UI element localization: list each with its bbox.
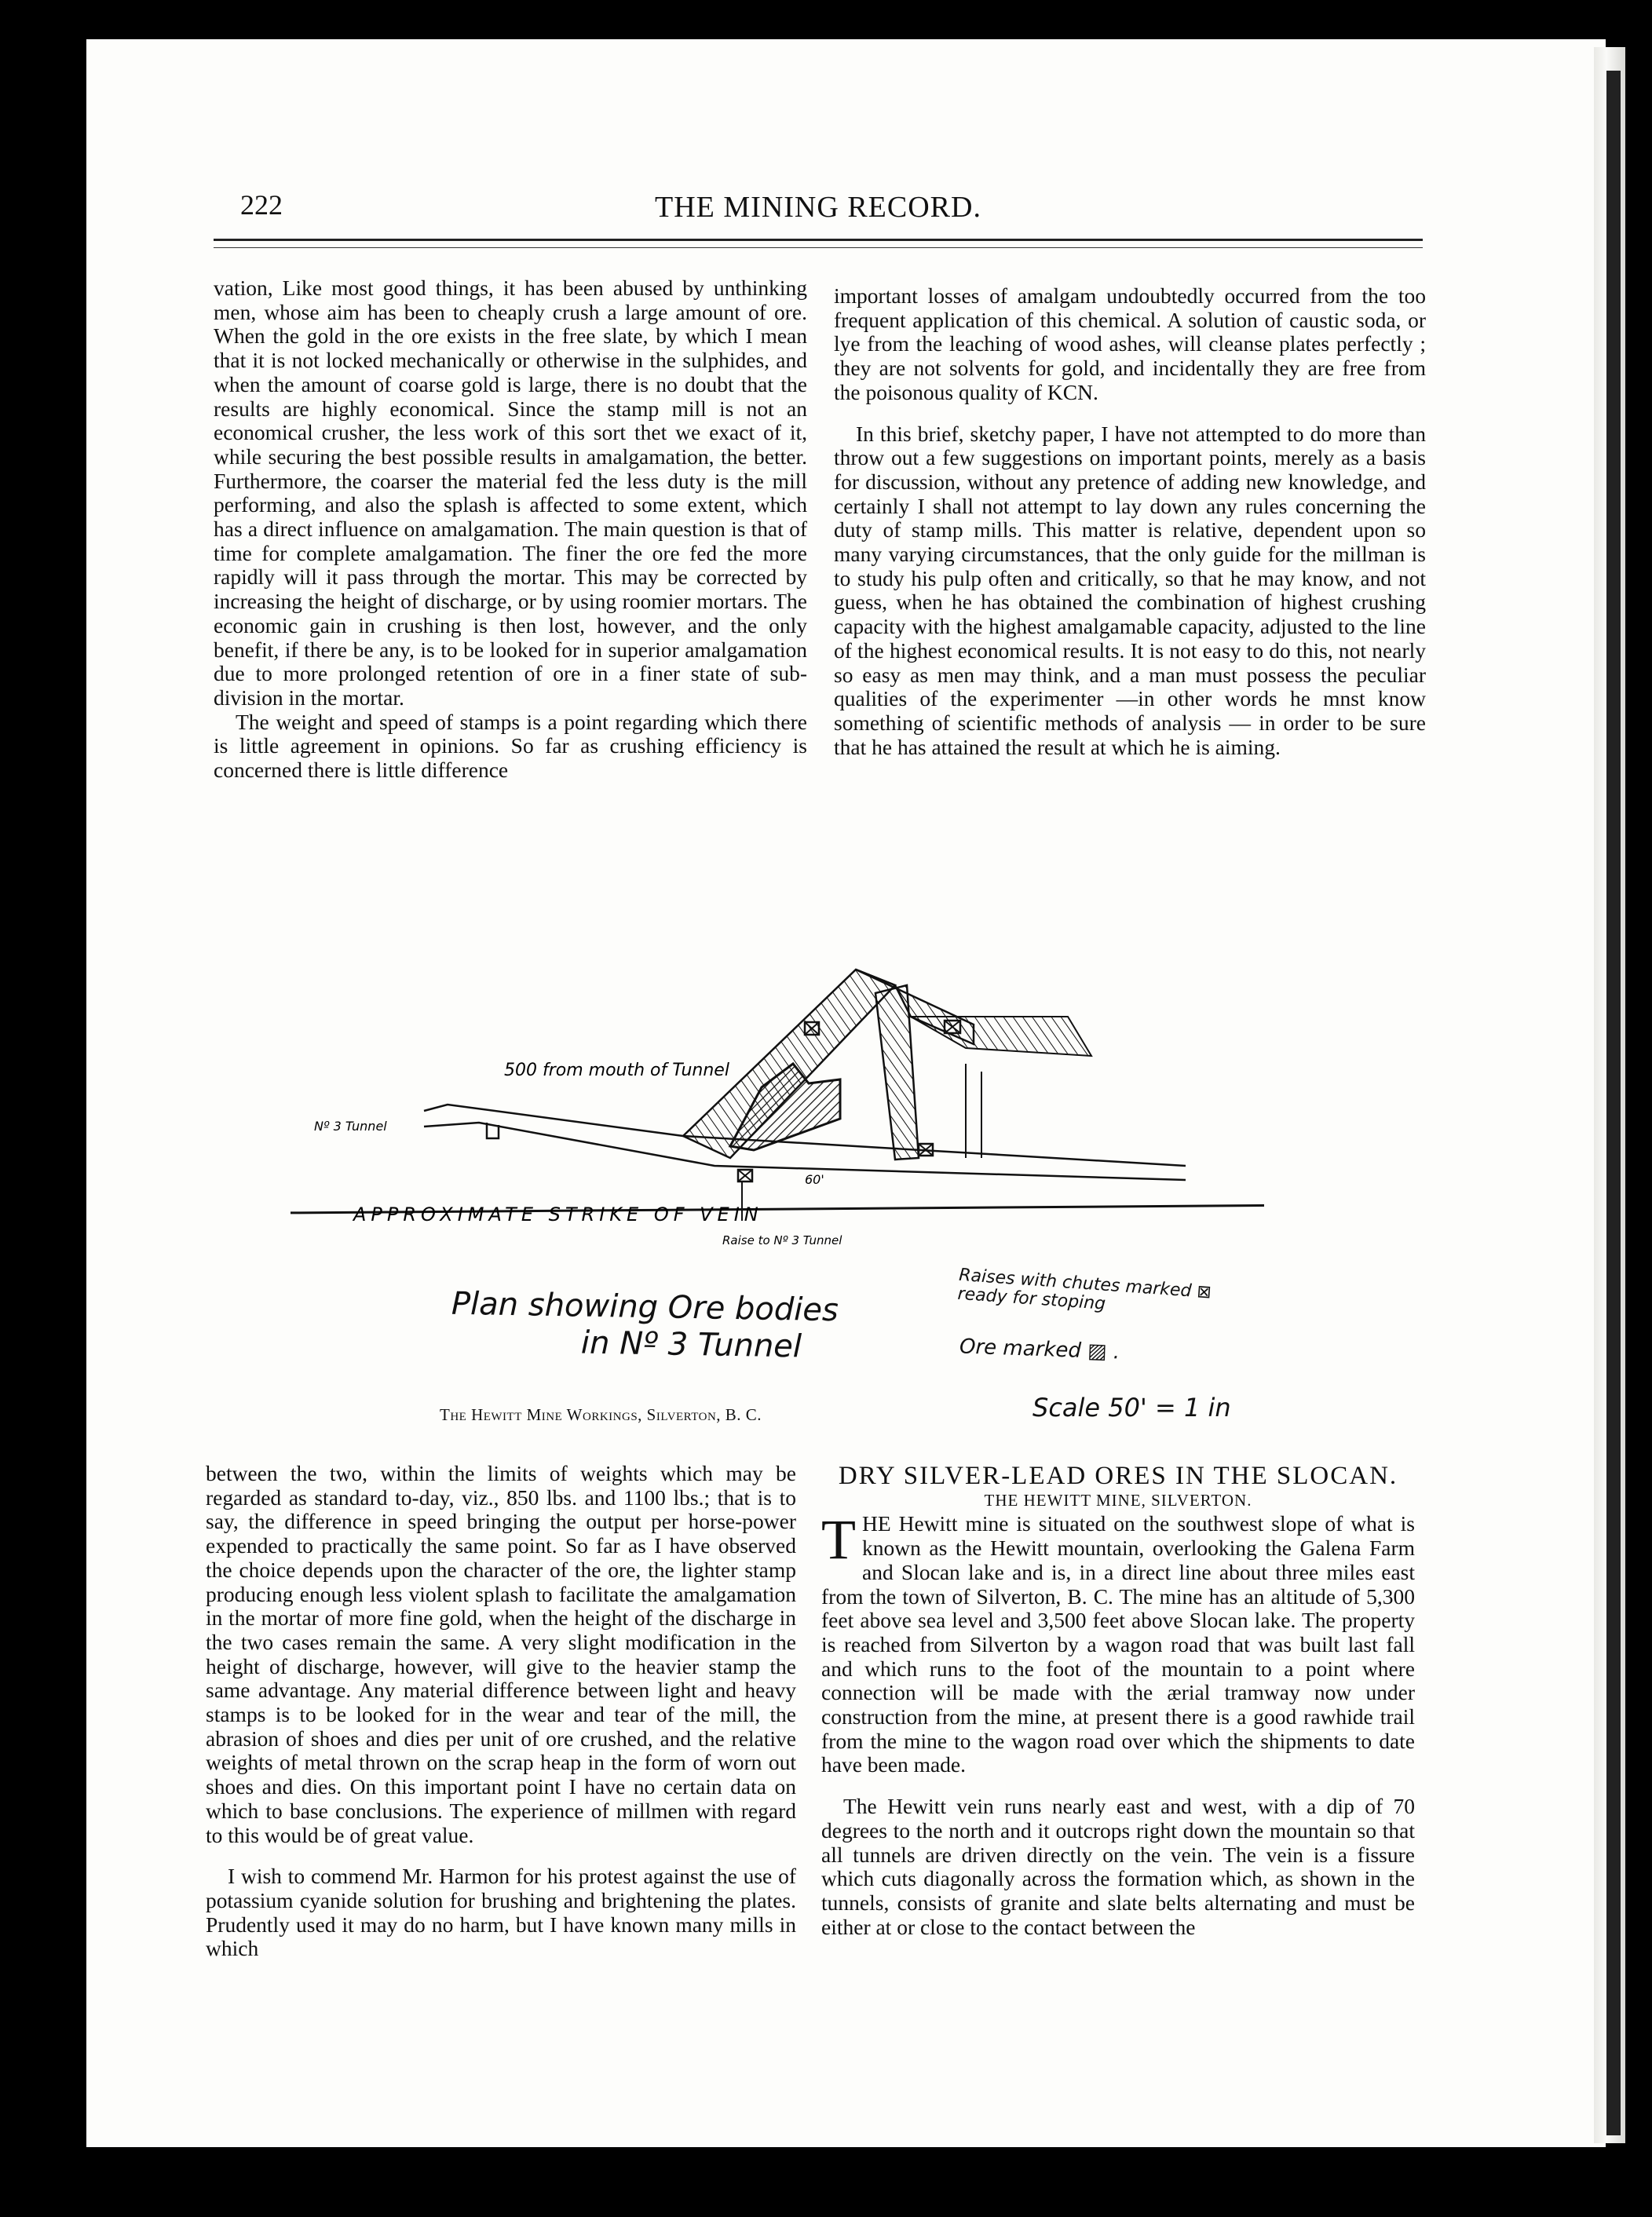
paragraph: important losses of amalgam undoubtedly occurred from the too frequent application of this chemical. A solution of caustic soda, or lye from the leaching of wood ashes, will cleanse plates perfectly ; they are not solvents for gold, and incidentally they are free from the poisonous quality of KCN. [834,283,1426,404]
paragraph: between the two, within the limits of weights which may be regarded as standard to-day, viz., 850 lbs. and 1100 lbs.; that is to say, the difference in speed bringing the output per horse-power expended to practically the same point. So far as I have observed the choice depends upon the character of the ore, the lighter stamp producing enough less violent splash to facilitate the amalgamation in the mortar of more fine gold, when the height of the discharge in the two cases remain the same. A very slight modification in the height of discharge, however, will give to the heavier stamp the same advantage. Any material difference between light and heavy stamps is to be looked for in the wear and tear of the mill, the abrasion of shoes and dies per unit of ore crushed, and the relative weights of metal thrown on the scrap heap in the form of worn out shoes and dies. On this important point I have no certain data on which to base conclusions. The experience of millmen with regard to this would be of great value. [206,1461,796,1847]
paragraph: vation, Like most good things, it has been abused by unthinking men, whose aim has been to cheaply crush a large amount of ore. When the gold in the ore exists in the free slate, by which I mean that it is not locked mechanically or otherwise in the sulphides, and when the amount of coarse gold is large, there is no doubt that the results are highly economical. Since the stamp mill is not an economical crusher, the less work of this sort thet we exact of it, while securing the best possible results in amalgamation, the better. Furthermore, the coarser the material fed the less duty is the mill performing, and also the splash is affected to some extent, which has a direct influence on amalgamation. The main question is that of time for complete amalgamation. The finer the ore fed the more rapidly will it pass through the mortar. This may be corrected by increasing the height of discharge, or by using roomier mortars. The economic gain in crushing is then lost, however, and the only benefit, if there be any, is to be looked for in superior amalgamation due to more prolonged retention of ore in a finer state of sub-division in the mortar. [214,276,807,710]
paragraph: I wish to commend Mr. Harmon for his protest against the use of potassium cyanide solution for brushing and brightening the plates. Prudently used it may do no harm, but I have known many mills in which [206,1864,796,1961]
page-header [214,185,1423,232]
mine-workings-sketch [291,930,1264,1291]
legend-raises: Raises with chutes marked ⊠ ready for stoping [956,1265,1212,1314]
plan-title-line2: in Nº 3 Tunnel [580,1324,802,1365]
header-rule [214,239,1423,241]
paragraph: The Hewitt vein runs nearly east and west, with a dip of 70 degrees to the north and it outcrops right down the mountain so that all tunnels are driven directly on the vein. The vein is a fissure which cuts diagonally across the formation which, as shown in the tunnels, consists of granite and slate belts alternating and must be either at or close to the contact between the [821,1794,1415,1939]
paragraph-text: HE Hewitt mine is situated on the southwest slope of what is known as the Hewitt mountain, overlooking the Galena Farm and Slocan lake and is, in a direct line about three miles east from the town of Silverton, B. C. The mine has an altitude of 5,300 feet above sea level and 3,500 feet above Slocan lake. The property is reached from Silverton by a wagon road that was built last fall and which runs to the foot of the mountain to a point where connection will be made with the ærial tramway now under construction from the mine, at present there is a good rawhide trail from the mine to the wagon road over which the shipments to date have been made. [821,1511,1415,1777]
figure-caption: The Hewitt Mine Workings, Silverton, B. C. [440,1405,762,1424]
plan-title-line1: Plan showing Ore bodies [451,1285,839,1329]
header-rule-thin [214,247,1423,248]
paragraph [821,1508,1415,1777]
paragraph: The weight and speed of stamps is a point regarding which there is little agreement in opinions. So far as crushing efficiency is concerned there is little difference [214,709,807,783]
page-gutter-shadow [1606,71,1621,2135]
column-right-bottom [821,1464,1415,1939]
legend-scale: Scale 50' = 1 in [1032,1393,1231,1423]
label-tunnel-mouth: 500 from mouth of Tunnel [504,1061,729,1080]
journal-title: THE MINING RECORD. [655,191,981,224]
legend-ore: Ore marked ▨ . [959,1335,1120,1364]
label-strike: APPROXIMATE STRIKE OF VEIN [353,1203,763,1225]
column-left-top [214,276,807,783]
column-left-bottom [206,1462,796,1961]
label-no3-tunnel: Nº 3 Tunnel [314,1119,387,1134]
label-raise: Raise to Nº 3 Tunnel [722,1233,842,1247]
label-60: 60' [805,1172,824,1187]
article-subheading: THE HEWITT MINE, SILVERTON. [984,1490,1252,1510]
article-heading: DRY SILVER-LEAD ORES IN THE SLOCAN. [838,1462,1398,1490]
drop-cap: T [821,1508,856,1572]
paragraph: In this brief, sketchy paper, I have not attempted to do more than throw out a few suggestions on important points, merely as a basis for discussion, without any pretence of adding new knowledge, and certainly I shall not attempt to lay down any rules concerning the duty of stamp mills. This matter is relative, dependent upon so many varying circumstances, that the only guide for the millman is to study his pulp often and critically, so that he may know, and not guess, when he has obtained the combination of highest crushing capacity with the highest amalgamable capacity, adjusted to the line of the highest economical results. It is not easy to do this, not nearly so easy as men may think, and a man must possess the peculiar qualities of the experimenter —in other words he mnst know something of scientific methods of analysis — in order to be sure that he has attained the result at which he is aiming. [834,421,1426,759]
column-right-top [834,284,1426,759]
tunnel-wall [424,1105,683,1136]
page-number: 222 [240,189,283,221]
